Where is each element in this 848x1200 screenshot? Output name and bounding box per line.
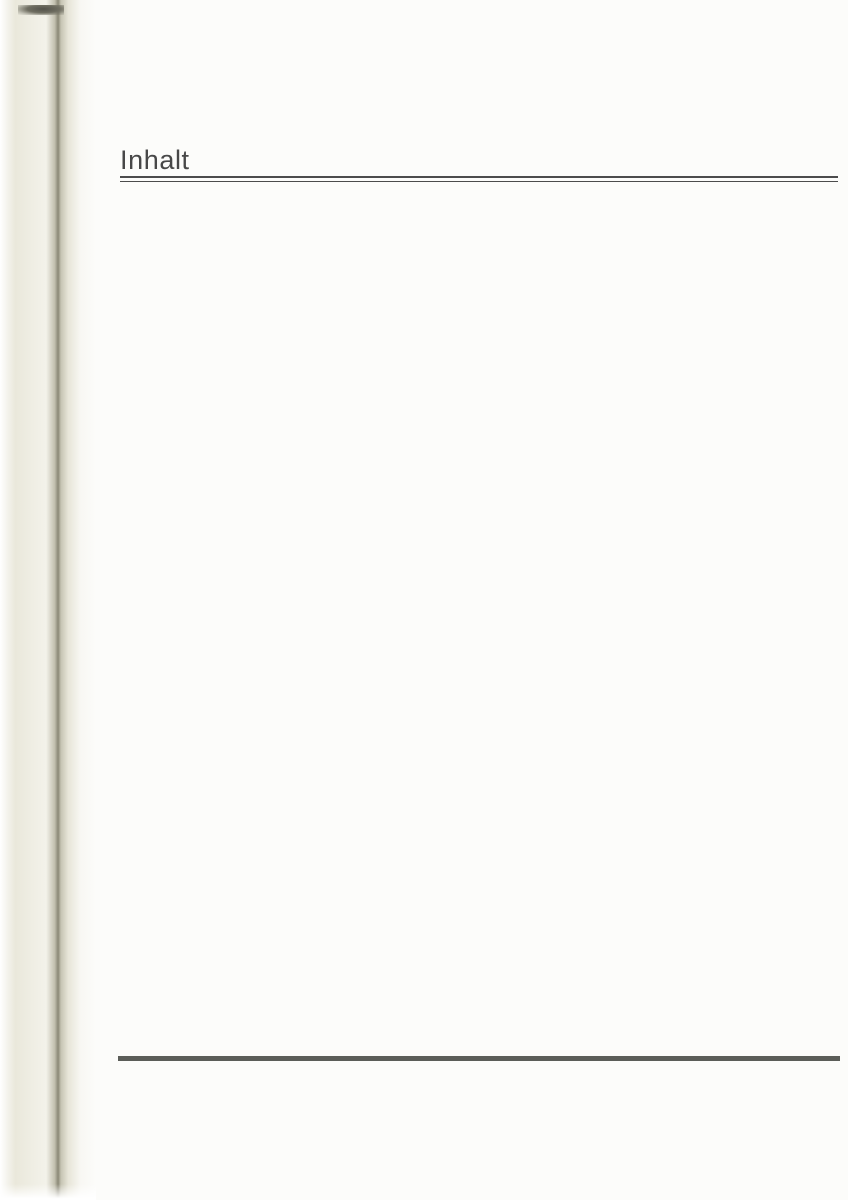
page-title: Inhalt [120,145,190,175]
bottom-rule [118,1056,840,1061]
heading-double-rule [120,176,838,182]
book-binding-edge [0,0,96,1200]
